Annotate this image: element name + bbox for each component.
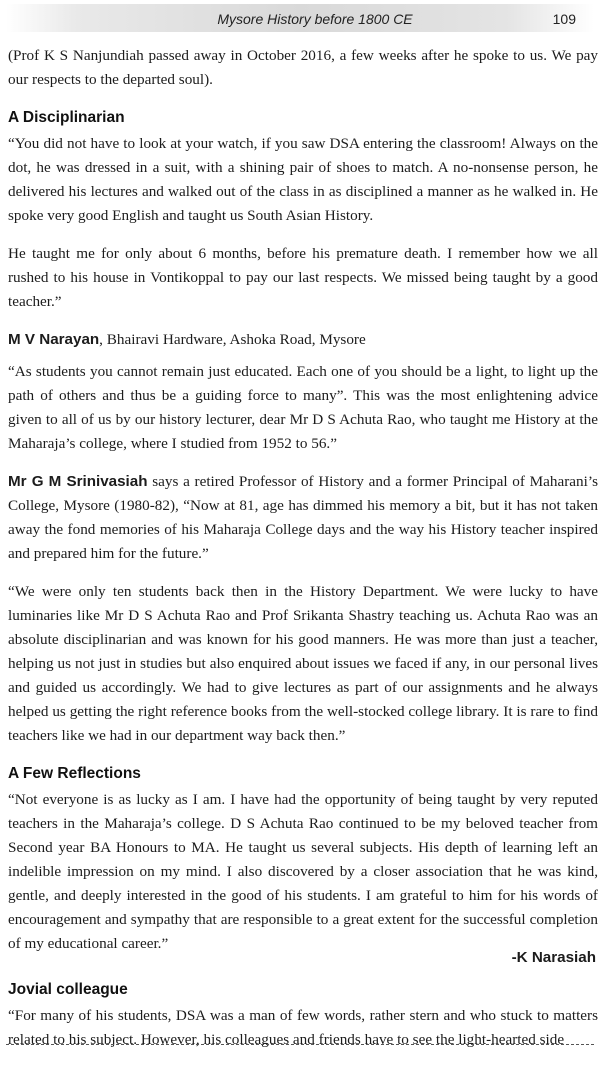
narayan-byline: [8, 328, 598, 352]
signature-narasiah: -K Narasiah: [511, 949, 596, 966]
page-header: [0, 0, 600, 36]
disciplinarian-paragraph-1: “You did not have to look at your watch, if you saw DSA entering the classroom! Always on the dot, he was dressed in a suit, with a shining pair of shoes to match. A no-nonsense person, he delivered his lectures and walked out of the class in as disciplined a manner as he walked in. He spoke very good English and taught us South Asian History.: [8, 135, 598, 224]
running-title: Mysore History before 1800 CE: [217, 11, 413, 27]
bottom-rule: [6, 1044, 594, 1045]
page-body: [8, 44, 598, 1066]
srinivasiah-name: Mr G M Srinivasiah: [8, 473, 148, 490]
heading-reflections: A Few Reflections: [8, 765, 141, 782]
narayan-quote: “As students you cannot remain just educated. Each one of you should be a light, to light up the path of others and thus be a guiding force to many”. This was the most enlightening advice given to all of us by our history lecturer, dear Mr D S Achuta Rao, who taught me History at the Maharaja’s college, where I studied from 1952 to 56.”: [8, 363, 598, 452]
ten-students-paragraph: “We were only ten students back then in the History Department. We were lucky to have luminaries like Mr D S Achuta Rao and Prof Srikanta Shastry teaching us. Achuta Rao was an absolute disciplinarian and was known for his good manners. He was more than just a teacher, helping us not just in studies but also enquired about issues we faced if any, in our personal lives and guided us accordingly. We had to give lectures as part of our assignments and he always helped us getting the right reference books from the well-stocked college library. It is rare to find teachers like we had in our department way back then.”: [8, 583, 598, 744]
narayan-name: M V Narayan: [8, 331, 100, 348]
jovial-paragraph: “For many of his students, DSA was a man of few words, rather stern and who stuck to matters related to his subject. However, his colleagues and friends have to see the light-hearted side: [8, 1007, 598, 1048]
srinivasiah-text: says a retired Professor of History and a former Principal of Maharani’s College, Mysore (1980-82), “Now at 81, age has dimmed his memory a bit, but it has not taken away the fond memories of his Maharaja College days and the way his History teacher inspired and prepared him for the future.”: [8, 473, 598, 562]
narayan-affiliation: , Bhairavi Hardware, Ashoka Road, Mysore: [99, 331, 366, 348]
disciplinarian-paragraph-2: He taught me for only about 6 months, before his premature death. I remember how we all rushed to his house in Vontikoppal to pay our last respects. We missed being taught by a good teacher.”: [8, 245, 598, 310]
srinivasiah-paragraph: [8, 470, 598, 566]
intro-paragraph: (Prof K S Nanjundiah passed away in October 2016, a few weeks after he spoke to us. We pay our respects to the departed soul).: [8, 47, 598, 88]
heading-disciplinarian: A Disciplinarian: [8, 109, 125, 126]
heading-jovial: Jovial colleague: [8, 981, 128, 998]
page-number: 109: [552, 11, 576, 27]
reflections-paragraph: “Not everyone is as lucky as I am. I have had the opportunity of being taught by very reputed teachers in the Maharaja’s college. D S Achuta Rao continued to be my beloved teacher from Second year BA Honours to MA. He taught us several subjects. His depth of learning left an indelible impression on my mind. I also discovered by a closer association that he was kind, gentle, and deeply interested in the good of his students. I am grateful to him for his words of encouragement and sympathy that are responsible to a great extent for the successful completion of my educational career.”: [8, 791, 598, 952]
